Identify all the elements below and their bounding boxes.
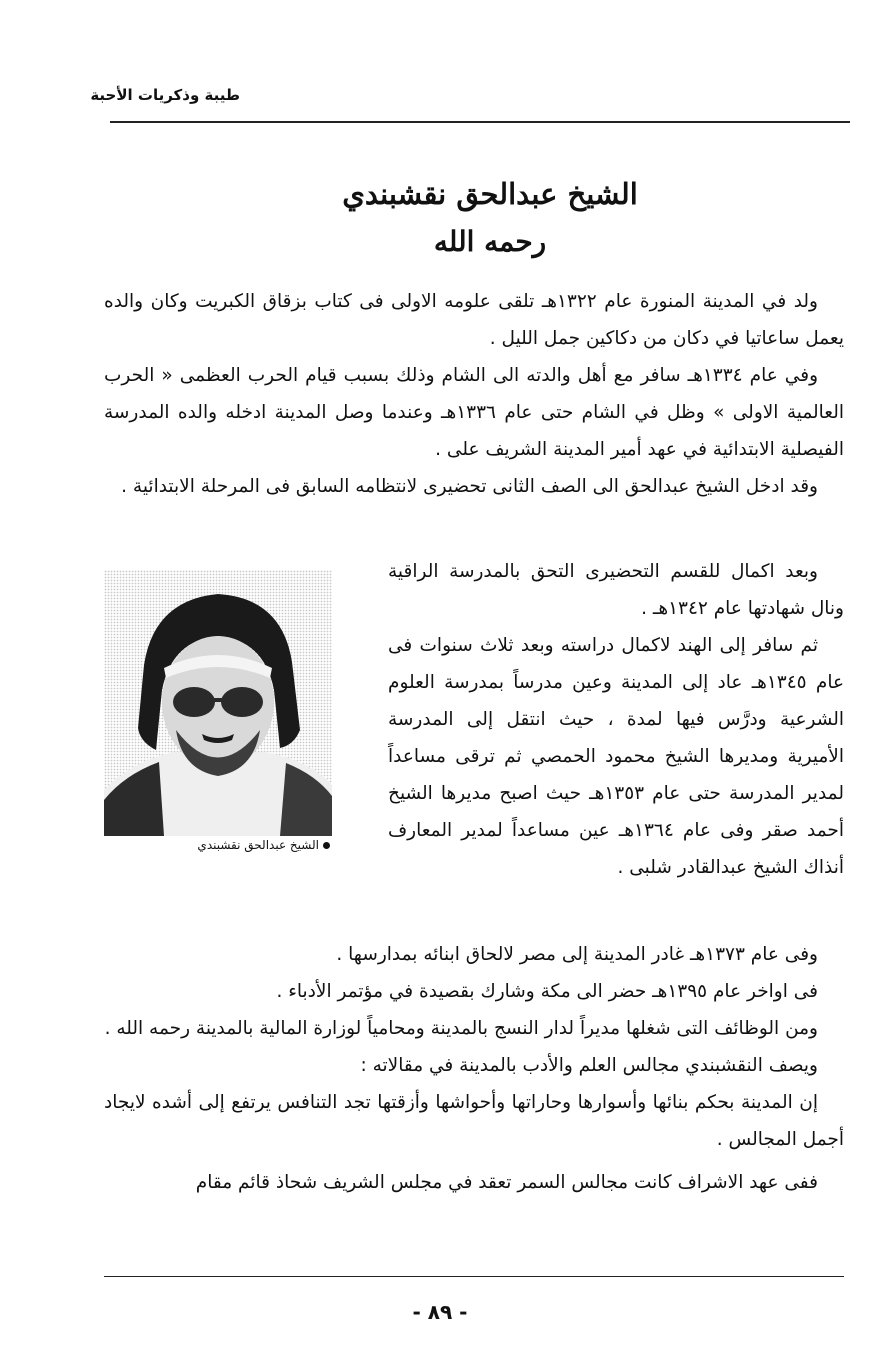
paragraph-career: ثم سافر إلى الهند لاكمال دراسته وبعد ثلاث سنوات فى عام ١٣٤٥هـ عاد إلى المدينة وعين مدرساً بمدرسة العلوم الشرعية ودرَّس فيها لمدة ، حيث انتقل إلى المدرسة الأميرية ومديرها الشيخ محمود الحمصي ثم ترقى مساعداً لمدير المدرسة حتى عام ١٣٥٣هـ حيث اصبح مديرها الشيخ أحمد صقر وفى عام ١٣٦٤هـ عين مساعداً لمدير المعارف أنذاك الشيخ عبدالقادر شلبى . bbox=[388, 635, 844, 878]
body-text-bottom bbox=[104, 936, 844, 1201]
paragraph-positions: ومن الوظائف التى شغلها مديراً لدار النسج بالمدينة ومحامياً لوزارة المالية بالمدينة رحمه الله . bbox=[104, 1018, 818, 1039]
photo-caption-text: الشيخ عبدالحق نقشبندي bbox=[197, 838, 319, 852]
paragraph-raqiya-school: وبعد اكمال للقسم التحضيرى التحق بالمدرسة الراقية ونال شهادتها عام ١٣٤٢هـ . bbox=[388, 561, 844, 619]
paragraph-describes: ويصف النقشبندي مجالس العلم والأدب بالمدينة في مقالاته : bbox=[360, 1055, 818, 1076]
article-title bbox=[250, 170, 730, 266]
portrait-image bbox=[104, 570, 332, 836]
paragraph-primary-school: وقد ادخل الشيخ عبدالحق الى الصف الثانى تحضيرى لانتظامه السابق فى المرحلة الابتدائية . bbox=[121, 476, 818, 497]
paragraph-makkah: فى اواخر عام ١٣٩٥هـ حضر الى مكة وشارك بقصيدة في مؤتمر الأدباء . bbox=[276, 981, 818, 1002]
title-prayer: رحمه الله bbox=[433, 225, 547, 258]
paragraph-quote: إن المدينة بحكم بنائها وأسوارها وحاراتها وأحواشها وأزقتها تجد التنافس يرتفع إلى أشده لايجاد أجمل المجالس . bbox=[104, 1092, 844, 1150]
header-rule bbox=[110, 121, 850, 123]
paragraph-travel-sham: وفي عام ١٣٣٤هـ سافر مع أهل والدته الى الشام وذلك بسبب قيام الحرب العظمى « الحرب العالمية الاولى » وظل في الشام حتى عام ١٣٣٦هـ وعندما وصل المدينة ادخله والده المدرسة الفيصلية الابتدائية في عهد أمير المدينة الشريف على . bbox=[104, 365, 844, 460]
body-text-beside-photo bbox=[388, 553, 844, 886]
paragraph-birth: ولد في المدينة المنورة عام ١٣٢٢هـ تلقى علومه الاولى فى كتاب بزقاق الكبريت وكان والده يعمل ساعاتيا في دكان من دكاكين جمل الليل . bbox=[104, 291, 844, 349]
page-number: - ٨٩ - bbox=[412, 1300, 468, 1324]
title-name: الشيخ عبدالحق نقشبندي bbox=[342, 177, 638, 211]
running-header: طيبة وذكريات الأحبة bbox=[90, 86, 240, 104]
portrait-photo bbox=[104, 570, 332, 836]
footer-rule bbox=[104, 1276, 844, 1277]
photo-caption bbox=[140, 838, 330, 852]
body-text-top bbox=[104, 283, 844, 505]
paragraph-egypt: وفى عام ١٣٧٣هـ غادر المدينة إلى مصر لالحاق ابنائه بمدارسها . bbox=[336, 944, 818, 965]
paragraph-ashraf: ففى عهد الاشراف كانت مجالس السمر تعقد في مجلس الشريف شحاذ قائم مقام bbox=[195, 1172, 818, 1193]
caption-bullet-icon bbox=[323, 842, 330, 849]
